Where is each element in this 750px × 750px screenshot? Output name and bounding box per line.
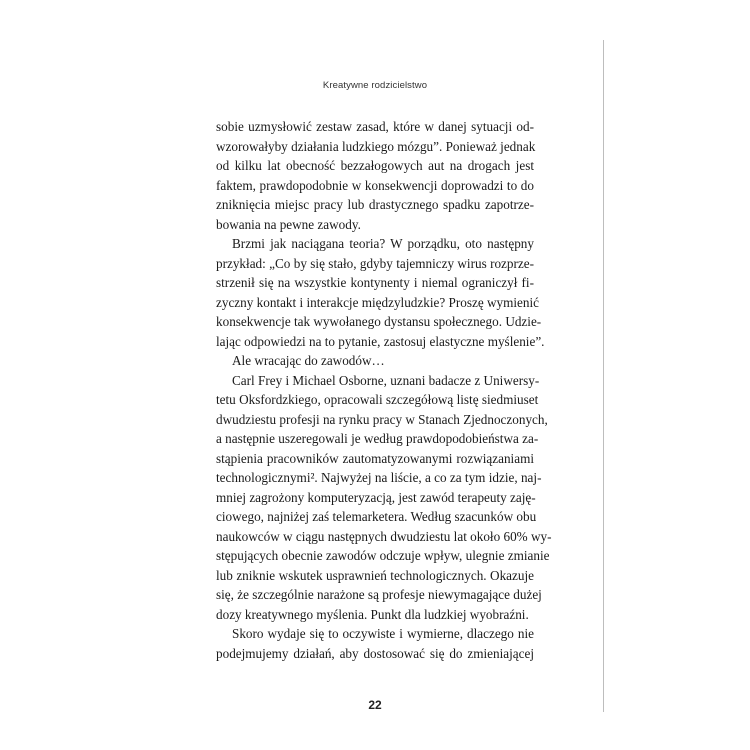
text-line: od kilku lat obecność bezzałogowych aut na drogach jest — [216, 158, 534, 173]
body-text — [216, 117, 552, 663]
text-line: stąpienia pracowników zautomatyzowanymi rozwiązaniami — [216, 450, 534, 466]
text-line: Ale wracając do zawodów… — [232, 353, 385, 368]
page-edge-divider — [603, 40, 604, 712]
text-line: faktem, prawdopodobnie w konsekwencji doprowadzi to do — [216, 177, 534, 193]
text-line: dwudziestu profesji na rynku pracy w Stanach Zjednoczonych, — [216, 411, 548, 427]
text-line: podejmujemy działań, aby dostosować się do zmieniającej — [216, 645, 534, 661]
text-line: naukowców w ciągu następnych dwudziestu lat około 60% wy- — [216, 528, 552, 544]
text-line: stępujących obecnie zawodów odczuje wpływ, ulegnie zmianie — [216, 548, 550, 563]
text-line: zniknięcia miejsc pracy lub drastycznego spadku zapotrze- — [216, 197, 534, 212]
text-line: zyczny kontakt i interakcje międzyludzkie? Proszę wymienić — [216, 294, 539, 310]
text-line: wzorowałyby działania ludzkiego mózgu”. Ponieważ jednak — [216, 138, 536, 154]
text-line: bowania na pewne zawody. — [216, 216, 361, 232]
page-number: 22 — [368, 698, 382, 712]
text-line: ciowego, najniżej zaś telemarketera. Według szacunków obu — [216, 509, 537, 524]
text-line: się, że szczególnie narażone są profesje niewymagające dużej — [216, 587, 542, 602]
text-line: technologicznymi². Najwyżej na liście, a co za tym idzie, naj- — [216, 470, 542, 485]
text-line: lub zniknie wskutek usprawnień technologicznych. Okazuje — [216, 567, 534, 583]
text-line: tetu Oksfordzkiego, opracowali szczegółową listę siedmiuset — [216, 392, 539, 407]
text-line: strzenił się na wszystkie kontynenty i niemal ograniczył fi- — [216, 275, 534, 290]
text-line: przykład: „Co by się stało, gdyby tajemniczy wirus rozprze- — [216, 255, 534, 271]
text-line: konsekwencje tak wywołanego dystansu społecznego. Udzie- — [216, 314, 542, 329]
running-head: Kreatywne rodzicielstwo — [322, 80, 428, 91]
text-line: a następnie uszeregowali je według prawdopodobieństwa za- — [216, 431, 539, 446]
text-line: lając odpowiedzi na to pytanie, zastosuj elastyczne myślenie”. — [216, 333, 545, 349]
text-line: Brzmi jak naciągana teoria? W porządku, oto następny — [232, 236, 534, 251]
text-line: Carl Frey i Michael Osborne, uznani badacze z Uniwersy- — [232, 372, 540, 388]
text-line: dozy kreatywnego myślenia. Punkt dla ludzkiej wyobraźni. — [216, 606, 529, 622]
text-line: sobie uzmysłowić zestaw zasad, które w danej sytuacji od- — [216, 119, 534, 134]
text-line: Skoro wydaje się to oczywiste i wymierne, dlaczego nie — [232, 626, 534, 641]
text-line: mniej zagrożony komputeryzacją, jest zawód terapeuty zaję- — [216, 489, 536, 505]
